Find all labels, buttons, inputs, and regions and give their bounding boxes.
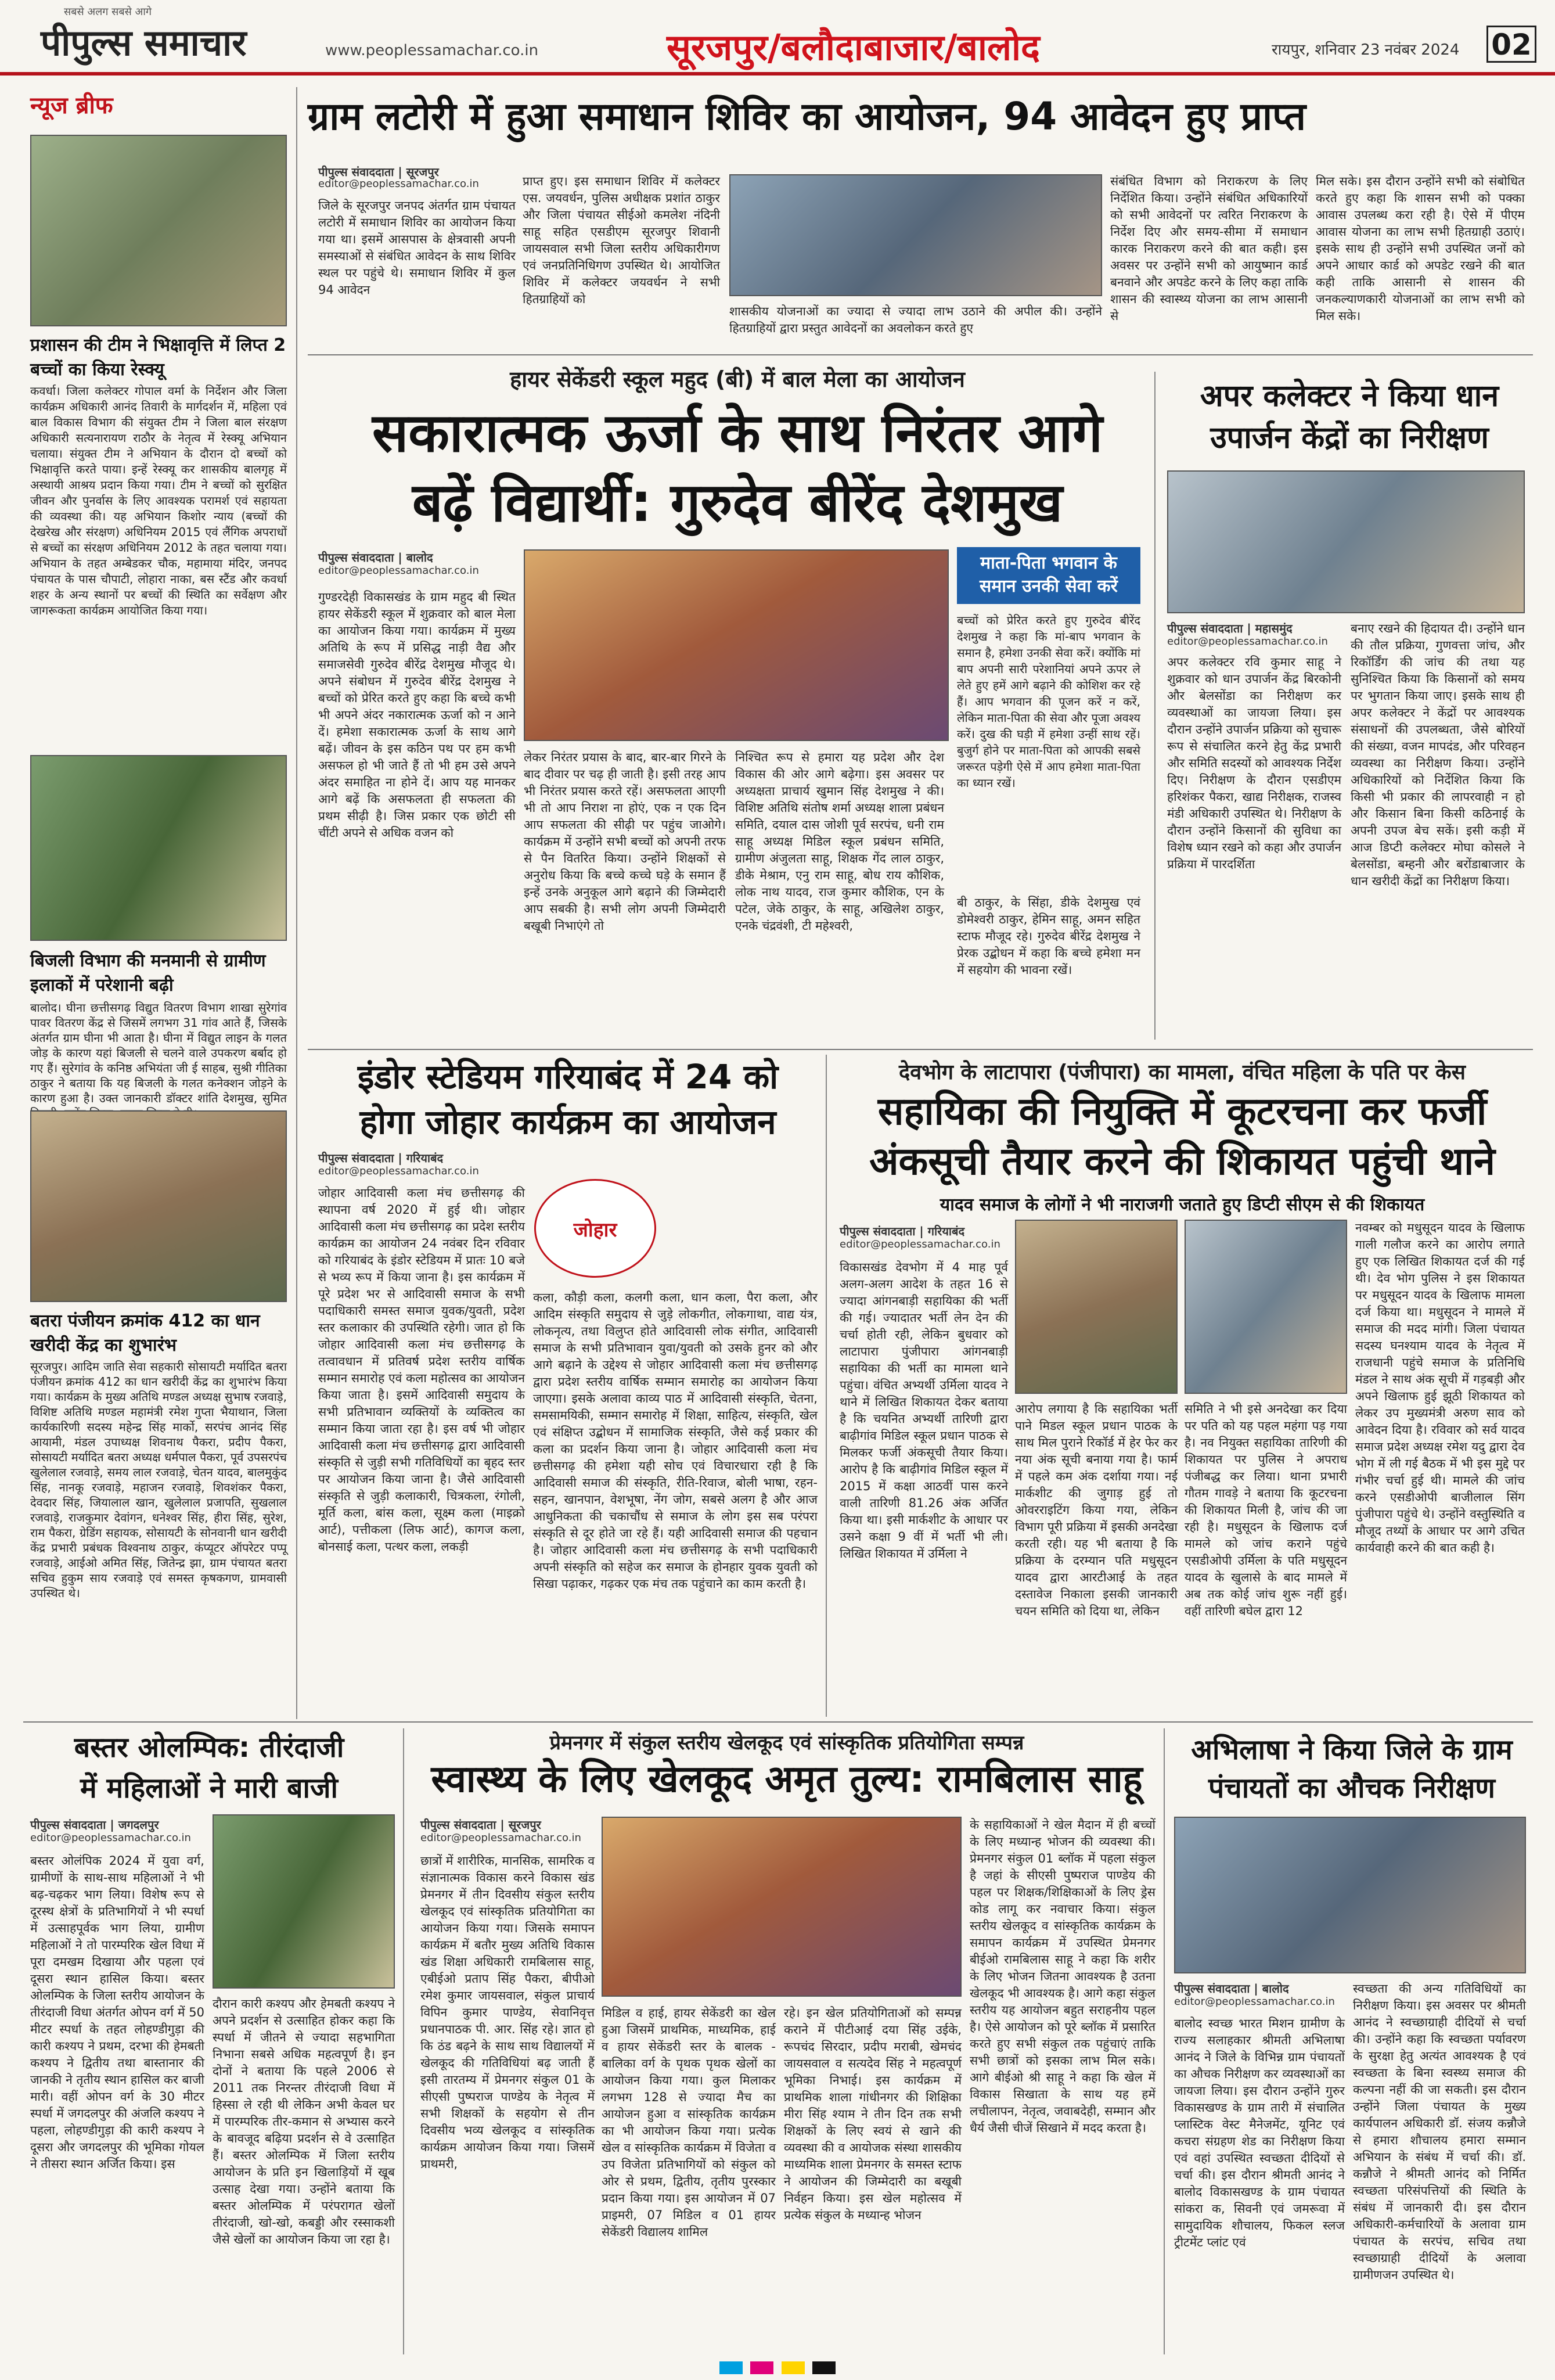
sidebar-label: न्यूज ब्रीफ — [30, 92, 113, 119]
byline-author: पीपुल्स संवाददाता — [318, 165, 394, 179]
sahayika-kicker: देवभोग के लाटापारा (पंजीपारा) का मामला, वंचित महिला के पति पर केस — [898, 1060, 1466, 1084]
archery-photo — [213, 1814, 395, 1989]
johar-headline-line1: इंडोर स्टेडियम गरियाबंद में 24 को — [357, 1057, 779, 1096]
article-column: संबंधित विभाग को निराकरण के लिए निर्देशित किया। उन्होंने संबंधित अधिकारियों को सभी आवेदनों पर त्वरित निराकरण के निर्देश दिए और समय-सीमा में समाधान कारक निराकरण करने की बात कही। इस अवसर पर उन्होंने सभी को आयुष्मान कार्ड बनवाने और अपडेट करने के लिए कहा ताकि शासन की स्वास्थ्य योजना का लाभ आसानी से — [1110, 174, 1308, 323]
pull-quote-title: माता-पिता भगवान के समान उनकी सेवा करें — [957, 547, 1140, 604]
brief-photo-rescue — [30, 135, 287, 326]
column-divider — [403, 1728, 404, 2354]
article-column: विकासखंड देवभोग में 4 माह पूर्व अलग-अलग आदेश के तहत 16 से ज्यादा आंगनबाड़ी सहायिका की भर्ती की गई। ज्यादातर भर्ती लेन देन की चर्चा होती रही, लेकिन बुधवार को लाटापारा पुंजीपारा आंगनबाड़ी सहायिका की भर्ती का मामला थाने पहुंचा। वंचित अभ्यर्थी उर्मिला यादव ने थाने में लिखित शिकायत देकर बताया है कि चयनित अभ्यर्थी तारिणी द्वारा बाढ़ीगांव मिडिल स्कूल प्रधान पाठक से मिलकर फर्जी अंकसूची तैयार किया। आरोप है कि बाढ़ीगांव मिडिल स्कूल में 2015 में कक्षा आठवीं पास करने वाली तारिणी 81.26 अंक अर्जित किया था। इसी मार्कशीट के आधार पर उसने कक्षा 9 वीं में भर्ती भी ली। लिखित शिकायत में उर्मिला ने — [840, 1260, 1008, 1561]
article-column: बी ठाकुर, के सिंहा, डीके देशमुख एवं डोमेश्वरी ठाकुर, हेमिन साहू, अमन सहित स्टाफ मौजूद रहे। गुरुदेव बीरेंद्र देशमुख ने प्रेरक उद्बोधन में कहा कि बच्चे हमेशा मन में सहयोग की भावना रखें। — [957, 896, 1140, 977]
article-column: मिडिल व हाई, हायर सेकेंडरी का खेल हुआ जिसमें प्राथमिक, माध्यमिक, हाई व हायर सेकेंडरी स्तर के बालक - बालिका वर्ग के पृथक पृथक खेलों का आयोजन किया गया। कुल मिलाकर लगभग 128 से ज्यादा मैच का आयोजन हुआ व सांस्कृतिक कार्यक्रम का भी आयोजन किया गया। प्रत्येक खेल व सांस्कृतिक कार्यक्रम में विजेता व उप विजेता प्रतिभागियों को संकुल को ओर से प्रथम, द्वितीय, तृतीय पुरस्कार प्रदान किया गया। इस आयोजन में 07 प्राइमरी, 07 मिडिल व 01 हायर सेकेंडरी विद्यालय शामिल — [602, 2006, 776, 2239]
article-column: प्राप्त हुए। इस समाधान शिविर में कलेक्टर एस. जयवर्धन, पुलिस अधीक्षक प्रशांत ठाकुर और जिला पंचायत सीईओ कमलेश नंदिनी साहू सहित एसडीएम सूरजपुर शिवानी जायसवाल सभी जिला स्तरीय अधिकारीगण एवं जनप्रतिनिधिगण उपस्थित थे। आयोजित शिविर में कलेक्टर जयवर्धन ने सभी हितग्राहियों को — [523, 174, 720, 306]
sahayika-photo-2 — [1185, 1220, 1347, 1394]
section-rule — [23, 1721, 1533, 1723]
edition-title: सूरजपुर/बलौदाबाजार/बालोद — [667, 26, 1040, 69]
black-swatch — [812, 2361, 836, 2374]
byline-location: बालोद — [1262, 1982, 1289, 1996]
article-column: गुण्डरदेही विकासखंड के ग्राम महुद बी स्थित हायर सेकेंडरी स्कूल में शुक्रवार को बाल मेला का आयोजन किया गया। कार्यक्रम में मुख्य अतिथि के रूप में प्रसिद्ध नाड़ी वैद्य और समाजसेवी गुरुदेव बीरेंद्र देशमुख मौजूद थे। अपने संबोधन में गुरुदेव बीरेंद्र देशमुख ने बच्चों को प्रेरित करते हुए कहा कि बच्चे कभी भी अपने अंदर नकारात्मक ऊर्जा को न आने दें। हमेशा सकारात्मक ऊर्जा के साथ आगे बढ़ें। जीवन के इस कठिन पथ पर हम कभी असफल हो भी जाते हैं तो भी हम उसे अपने अंदर समाहित ना होने दें। आप यह मानकर आगे बढ़ें कि असफलता ही सफलता की प्रथम सीढ़ी है। जिस प्रकार एक छोटी सी चींटी अपने से अधिक वजन को — [318, 590, 516, 840]
byline-location: गरियाबंद — [927, 1224, 965, 1238]
byline-email[interactable]: editor@peoplessamachar.co.in — [318, 178, 479, 190]
brief-headline: बिजली विभाग की मनमानी से ग्रामीण इलाकों में परेशानी बढ़ी — [30, 951, 266, 995]
byline: पीपुल्स संवाददाता | बालोद — [1174, 1982, 1289, 1996]
website-url[interactable]: www.peoplessamachar.co.in — [325, 42, 539, 59]
brief-body: बालोद। घीना छत्तीसगढ़ विद्युत वितरण विभाग शाखा सुरेगांव पावर वितरण केंद्र से जिसमें लगभग 31 गांव आते हैं, जिसके अंतर्गत ग्राम घीना भी आता है। घीना में विद्युत लाइन के गलत जोड़ के कारण यहां बिजली से चलने वाले उपकरण बर्बाद हो गए हैं। सुरेगांव के कनिष्ठ अभियंता जी ई साहब, सुश्री गीतिका ठाकुर ने बताया कि यह बिजली के गलत कनेक्शन जोड़ने के कारण हुआ है। उक्त जानकारी डॉक्टर शांति देशमुख, सुमित — [30, 1001, 287, 1105]
article-column: दौरान कारी कश्यप और हेमबती कश्यप ने अपने प्रदर्शन से उत्साहित होकर कहा कि स्पर्धा में जीतने से ज्यादा सहभागिता निभाना सबसे अधिक महत्वपूर्ण है। इन दोनों ने बताया कि पहले 2006 से 2011 तक निरन्तर तीरंदाजी विधा में हिस्सा ले रही थी लेकिन अभी केवल घर में पारम्परिक तीर-कमान से अभ्यास करने के बावजूद बढ़िया प्रदर्शन से वे उत्साहित हैं। बस्तर ओलम्पिक में जिला स्तरीय आयोजन के प्रति इन खिलाड़ियों में खूब उत्साह देखा गया। उन्होंने बताया कि बस्तर ओलम्पिक में परंपरागत खेलों तीरंदाजी, खो-खो, कबड्डी और रस्साकशी जैसे खेलों का आयोजन किया जा रहा है। — [213, 1997, 395, 2246]
byline-email[interactable]: editor@peoplessamachar.co.in — [1174, 1996, 1335, 2008]
yellow-swatch — [782, 2361, 805, 2374]
byline: पीपुल्स संवाददाता | सूरजपुर — [420, 1818, 541, 1832]
article-column: अपर कलेक्टर रवि कुमार साहू ने शुक्रवार को धान उपार्जन केंद्र बिरकोनी और बेलसोंडा का निरीक्षण कर व्यवस्थाओं का जायजा लिया। इस दौरान उन्होंने उपार्जन प्रक्रिया को सुचारू रूप से संचालित करने हेतु केंद्र प्रभारी और समिति सदस्यों को आवश्यक निर्देश दिए। निरीक्षण के दौरान एसडीएम हरिशंकर पैकरा, खाद्य निरीक्षक, राजस्व मंडी अधिकारी उपस्थित थे। निरीक्षण के दौरान उन्होंने किसानों की सुविधा का विशेष ध्यान रखने को कहा और उपार्जन प्रक्रिया में पारदर्शिता — [1167, 655, 1341, 871]
article-column: कला, कौड़ी कला, कलगी कला, धान कला, पैरा कला, और आदिम संस्कृति समुदाय से जुड़े लोकगीत, लोकगाथा, वाद्य यंत्र, लोकनृत्य, तथा विलुप्त होते आदिवासी लोक संगीत, आदिवासी समाज के सभी प्रतिभावान युवा/युवती को उसके हुनर को और आगे बढ़ाने के उद्देश्य से जोहार आदिवासी कला मंच छत्तीसगढ़ द्वारा प्रदेश स्तरीय वार्षिक सम्मान समारोह का आयोजन किया जाएगा। इसके अलावा काव्य पाठ में आदिवासी संस्कृति, चेतना, समसामयिकी, सम्मान समारोह में शिक्षा, साहित्य, संस्कृति, खेल एवं संक्षिप्त उद्बोधन में सामाजिक संस्कृति, जैसे कई प्रकार की कला का प्रदर्शन किया जाना है। जोहार आदिवासी कला मंच छत्तीसगढ़ की हमेशा यही सोच एवं विचारधारा रही है कि आदिवासी समाज की संस्कृति, रीति-रिवाज, बोली भाषा, रहन-सहन, खानपान, वेशभूषा, नेंग जोग, सबसे अलग है और आज आधुनिकता की चकाचौंध से समाज के लोग इस सब परंपरा संस्कृति से दूर होते जा रहे हैं। यही आदिवासी समाज की पहचान है। जोहार आदिवासी कला मंच छत्तीसगढ़ के सभी पदाधिकारी अपनी संस्कृति को सहेज कर समाज के होनहार युवक युवती को सिखा पढ़ाकर, गढ़कर एक मंच तक पहुंचाने का काम करती है। — [533, 1290, 818, 1591]
byline-author: पीपुल्स संवाददाता — [318, 1151, 394, 1165]
cyan-swatch — [719, 2361, 743, 2374]
masthead — [0, 0, 1555, 76]
byline: पीपुल्स संवाददाता | गरियाबंद — [840, 1224, 965, 1238]
right-story-headline: अपर कलेक्टर ने किया धान उपार्जन केंद्रों का निरीक्षण — [1200, 379, 1499, 455]
byline-email[interactable]: editor@peoplessamachar.co.in — [420, 1832, 581, 1844]
brief-photo-electricity — [30, 755, 287, 941]
column-divider — [826, 1055, 827, 1717]
article-column: आरोप लगाया है कि सहायिका भर्ती पाने मिडल स्कूल प्रधान पाठक के साथ मिल पुराने रिकॉर्ड में हेर फेर कर नया अंक सूची बनाया गया है। फार्म में पहले कम अंक दर्शाया गया। नई मार्कशीट की जुगाड़ हुई तो ओवरराइटिंग किया गया, लेकिन विभाग पूरी प्रक्रिया में इसकी अनदेखा करती रही। यह भी बताया है कि प्रक्रिया के दरम्यान पति मधुसूदन यादव द्वारा आरटीआई के तहत दस्तावेज निकाला इसकी जानकारी चयन समिति को दिया था, लेकिन — [1015, 1402, 1178, 1618]
newspaper-logo: पीपुल्स समाचार — [41, 21, 247, 64]
byline: पीपुल्स संवाददाता | बालोद — [318, 551, 433, 565]
byline-email[interactable]: editor@peoplessamachar.co.in — [30, 1832, 191, 1844]
sahayika-headline-line2: अंकसूची तैयार करने की शिकायत पहुंची थाने — [869, 1139, 1495, 1184]
byline-author: पीपुल्स संवाददाता — [318, 551, 394, 565]
article-column: के सहायिकाओं ने खेल मैदान में ही बच्चों के लिए मध्यान्ह भोजन की व्यवस्था की। प्रेमनगर संकुल 01 ब्लॉक में पहला संकुल है जहां के सीएसी पुष्पराज पाण्डेय की पहल पर शिक्षक/शिक्षिकाओं के लिए ड्रेस कोड लागू कर नवाचार किया। संकुल स्तरीय खेलकूद व सांस्कृतिक कार्यक्रम के समापन कार्यक्रम में उपस्थित प्रेमनगर बीईओ रामबिलास साहू ने कहा कि शरीर के लिए भोजन जितना आवश्यक है उतना खेलकूद भी आवश्यक है। आगे कहा संकुल स्तरीय यह आयोजन बहुत सराहनीय पहल है। ऐसे आयोजन को पूरे ब्लॉक में प्रसारित करते हुए सभी संकुल तक पहुंचाएं ताकि सभी छात्रों को इसका लाभ मिल सके। आगे बीईओ श्री साहू ने कहा कि खेल में विकास सिखाता के साथ यह हमें लचीलापन, नेतृत्व, जवाबदेही, सम्मान और धैर्य जैसी चीजें सिखाने में मदद करता है। — [970, 1818, 1156, 2135]
article-column: बनाए रखने की हिदायत दी। उन्होंने धान की तौल प्रक्रिया, गुणवत्ता जांच, और रिकॉर्डिंग की जांच की तथा यह सुनिश्चित किया कि किसानों को समय पर भुगतान किया जाए। इसके साथ ही अपर कलेक्टर ने केंद्रों पर आवश्यक संसाधनों की उपलब्धता, जैसे बोरियों की संख्या, वजन मापदंड, और परिवहन व्यवस्था का निरीक्षण किया। उन्होंने अधिकारियों को निर्देशित किया कि किसी भी प्रकार की लापरवाही न हो और किसान बिना किसी कठिनाई के अपनी उपज बेच सकें। इसी कड़ी में आज डिप्टी कलेक्टर मोघा कोसले ने बेलसोंडा, बम्हनी और बरोंडाबाजार के धान खरीदी केंद्रों का निरीक्षण किया। — [1351, 621, 1525, 888]
byline-author: पीपुल्स संवाददाता — [30, 1818, 106, 1832]
sports-kicker: प्रेमनगर में संकुल स्तरीय खेलकूद एवं सांस्कृतिक प्रतियोगिता सम्पन्न — [549, 1731, 1024, 1755]
pull-quote-body: बच्चों को प्रेरित करते हुए गुरुदेव बीरेंद देशमुख ने कहा कि मां-बाप भगवान के समान है, हमेशा उनकी सेवा करें। क्योंकि मां बाप अपनी सारी परेशानियां अपने ऊपर ले लेते हुए हमें आगे बढ़ाने की कोशिश कर रहे हैं। आप भगवान की पूजन करें न करें, लेकिन माता-पिता की सेवा और पूजा अवश्य करें। दुख की घड़ी में हमेशा उन्हीं साथ रहें। बुजुर्ग होने पर माता-पिता को आपकी सबसे जरूरत पड़ेगी ऐसे में आप हमेशा माता-पिता का ध्यान रखें। — [957, 613, 1140, 790]
byline-location: बालोद — [406, 551, 433, 565]
sports-photo — [602, 1817, 962, 1997]
abhilasha-headline: अभिलाषा ने किया जिले के ग्राम पंचायतों का औचक निरीक्षण — [1191, 1734, 1513, 1804]
article-column: शासकीय योजनाओं का ज्यादा से ज्यादा लाभ उठाने की अपील की। उन्होंने हितग्राहियों द्वारा प्रस्तुत आवेदनों का अवलोकन करते हुए — [729, 304, 1102, 335]
byline: पीपुल्स संवाददाता | गरियाबंद — [318, 1151, 444, 1165]
johar-headline-line2: होगा जोहार कार्यक्रम का आयोजन — [359, 1102, 776, 1142]
bastar-headline-line2: में महिलाओं ने मारी बाजी — [80, 1772, 338, 1804]
byline-author: पीपुल्स संवाददाता — [840, 1224, 916, 1238]
byline-location: सूरजपुर — [406, 165, 439, 179]
byline-location: महासमुंद — [1255, 621, 1293, 635]
brief-body: कवर्धा। जिला कलेक्टर गोपाल वर्मा के निर्देशन और जिला कार्यक्रम अधिकारी आनंद तिवारी के मार्गदर्शन में, महिला एवं बाल विकास विभाग की संयुक्त टीम ने जिला बाल संरक्षण अधिकारी सत्यनारायण राठौर के नेतृत्व में रेस्क्यू अभियान चलाया। संयुक्त टीम ने अभियान के दौरान दो बच्चों को भिक्षावृत्ति करते पाया। इन्हें रेस्क्यू कर शासकीय बालगृह में अस्थायी आश्रय प्रदान किया गया। टीम ने बच्चों को सुरक्षित जीवन और पुनर्वास के लिए आवश्यक परामर्श एवं सहायता की व्यवस्था की। यह अभियान किशोर न्याय (बच्चों की देखरेख और संरक्षण) अधिनियम 2015 एवं लैंगिक अपराधों से बच्चों का संरक्षण अधिनियम 2012 के तहत चलाया गया। अभियान के तहत अम्बेडकर चौक, महामाया मंदिर, जनपद पंचायत के पास चौपाटी, लोहारा नाका, बस स्टैंड और कवर्धा शहर के अन्य स्थानों पर बच्चों की स्थिति का सर्वेक्षण और जागरूकता कार्यक्रम आयोजित किया गया। — [30, 384, 287, 617]
section-rule — [308, 1049, 1533, 1050]
article-column: मिल सके। इस दौरान उन्होंने सभी को संबोधित करते हुए कहा कि शासन सभी को पक्का आवास उपलब्ध करा रही है। ऐसे में पीएम आवास योजना का लाभ सभी हितग्राही उठाएं। इसके साथ ही उन्होंने सभी उपस्थित जनों को अपने आधार कार्ड को अपडेट रखने की बात कही ताकि आसानी से शासन की जनकल्याणकारी योजनाओं का लाभ सभी को मिल सके। — [1316, 174, 1525, 323]
bastar-headline-line1: बस्तर ओलम्पिक: तीरंदाजी — [74, 1731, 344, 1764]
byline: पीपुल्स संवाददाता | सूरजपुर — [318, 165, 439, 179]
byline-email[interactable]: editor@peoplessamachar.co.in — [1167, 635, 1328, 648]
abhilasha-photo — [1174, 1817, 1526, 1973]
magenta-swatch — [750, 2361, 773, 2374]
right-story-photo — [1167, 470, 1525, 613]
article-column: नवम्बर को मधुसूदन यादव के खिलाफ गाली गलौज करने का आरोप लगाते हुए एक लिखित शिकायत दर्ज की गई थी। देव भोग पुलिस ने इस शिकायत पर मधुसूदन यादव के खिलाफ मामला दर्ज किया था। मधुसूदन ने मामले में समाज की मदद मांगी। जिला पंचायत सदस्य घनश्याम यादव के नेतृत्व में राजधानी पहुंचे समाज के प्रतिनिधि मंडल ने साथ अंक सूची में गड़बड़ी और अपने खिलाफ हुई झूठी शिकायत को लेकर उप मुख्यमंत्री अरुण साव को आवेदन दिया है। रविवार को सर्व यादव समाज प्रदेश अध्यक्ष रमेश यदु द्वारा देव भोग में ली गई बैठक में भी इस मुद्दे पर गंभीर चर्चा हुई थी। मामले की जांच करने एसडीओपी बाजीलाल सिंग पुंजीपारा पहुंचे थे। उन्होंने वस्तुस्थिति व मौजूद तथ्यों के आधार पर आगे उचित कार्यवाही करने की बात कही है। — [1355, 1221, 1525, 1555]
lead-headline-line1: सकारात्मक ऊर्जा के साथ निरंतर आगे — [372, 402, 1103, 464]
article-column: निश्चित रूप से हमारा यह प्रदेश और देश विकास की ओर आगे बढ़ेगा। इस अवसर पर अध्यक्षता प्राचार्य खुमान सिंह देशमुख ने की। विशिष्ट अतिथि संतोष शर्मा अध्यक्ष शाला प्रबंधन समिति, दयाल दास जोशी पूर्व सरपंच, धनी राम साहू अध्यक्ष मिडिल स्कूल प्रबंधन समिति, ग्रामीण अंजुलता साहू, शिक्षक गेंद लाल ठाकुर, डीके मेश्राम, एनु राम साहू, बोध राय कौशिक, लोक नाथ यादव, राज कुमार कौशिक, एन के पटेल, जेके ठाकुर, के साहू, अखिलेश ठाकुर, एनके चंद्रवंशी, टी महेश्वरी, — [735, 750, 944, 933]
top-story-photo — [729, 174, 1102, 296]
byline-email[interactable]: editor@peoplessamachar.co.in — [318, 565, 479, 577]
brief-headline: प्रशासन की टीम ने भिक्षावृत्ति में लिप्त 2 बच्चों का किया रेस्क्यू — [30, 335, 286, 380]
brief-photo-paddy — [30, 1110, 287, 1302]
brief-headline: बतरा पंजीयन क्रमांक 412 का धान खरीदी केंद्र का शुभारंभ — [30, 1311, 260, 1356]
article-column: जिले के सूरजपुर जनपद अंतर्गत ग्राम पंचायत लटोरी में समाधान शिविर का आयोजन किया गया था। इसमें आसपास के क्षेत्रवासी अपनी समस्याओं से संबंधित आवेदन के साथ शिविर स्थल पर पहुंचे थे। समाधान शिविर में कुल 94 आवेदन — [318, 199, 516, 297]
sports-headline: स्वास्थ्य के लिए खेलकूद अमृत तुल्य: रामबिलास साहू — [431, 1758, 1143, 1801]
article-column: जोहार आदिवासी कला मंच छत्तीसगढ़ की स्थापना वर्ष 2020 में हुई थी। जोहार आदिवासी कला मंच छत्तीसगढ़ का प्रदेश स्तरीय कार्यक्रम का आयोजन 24 नवंबर दिन रविवार को गरियाबंद के इंडोर स्टेडियम में प्रातः 10 बजे से भव्य रूप में किया जाना है। इस कार्यक्रम में पूरे प्रदेश भर से आदिवासी समाज के सभी पदाधिकारी समस्त समाज युवक/युवती, प्रदेश स्तर कलाकार की उपस्थिति रहेगी। जात हो कि जोहार आदिवासी कला मंच छत्तीसगढ़ के तत्वावधान में प्रतिवर्ष प्रदेश स्तरीय वार्षिक सम्मान समारोह एवं कला महोत्सव का आयोजन किया जाता है। इसमें आदिवासी समुदाय के सभी प्रतिभावान व्यक्तियों के व्यक्तित्व का सम्मान किया जाता रहा है। इस वर्ष भी जोहार आदिवासी कला मंच छत्तीसगढ़ द्वारा आदिवासी संस्कृति से जुड़ी सभी गतिविधियों का बृहद स्तर पर आयोजन किया जाना है। जैसे आदिवासी संस्कृति से जुड़ी कलाकारी, चित्रकला, रंगोली, मूर्ति कला, बांस कला, सूक्ष्म कला (माइक्रो आर्ट), पत्तीकला (लिफ आर्ट), कागज कला, बोनसाई कला, पत्थर कला, लकड़ी — [318, 1186, 525, 1554]
column-divider — [1154, 372, 1156, 1040]
byline: पीपुल्स संवाददाता | जगदलपुर — [30, 1818, 159, 1832]
brief-body: सूरजपुर। आदिम जाति सेवा सहकारी सोसायटी मर्यादित बतरा पंजीयन क्रमांक 412 का धान खरीदी केंद्र का शुभारंभ किया गया। कार्यक्रम के मुख्य अतिथि मण्डल अध्यक्ष सुभाष रजवाड़े, विशिष्ट अतिथि मण्डल महामंत्री रमेश गुप्ता भैयाथान, जिला कार्यकारिणी सदस्य महेन्द्र सिंह मार्को, सरपंच आनंद सिंह आयामी, मंडल उपाध्यक्ष शिवनाथ पैकरा, प्रदीप पैकरा, सोसायटी मर्यादित बतरा अध्यक्ष धर्मपाल पैकरा, पूर्व उपसरपंच खुलेलाल रजवाड़े, समय लाल रजवाड़े, चेतन यादव, बालमुकुंद सिंह, नानकू रजवाड़े, महाजन रजवाड़े, शिवशंकर पैकरा, देवदार सिंह, जियालाल खान, खुलेलाल प्रजापति, सुखलाल रजवाड़े, राजकुमार देवांगन, धनेश्वर सिंह, हीरा सिंह, सुरेश, राम पैकरा, ग्रेडिंग सहायक, सोसायटी के सोनवानी धान खरीदी केंद्र प्रभारी प्रबंधक विश्वनाथ ठाकुर, कंप्यूटर ऑपरेटर पप्पू रजवाड़े, आईओ अमित सिंह, जितेन्द्र झा, ग्राम पंचायत बतरा सचिव हुकुम साय रजवाड़े एवं समस्त कृषकगण, ग्रामवासी उपस्थित थे। — [30, 1360, 287, 1600]
article-column: लेकर निरंतर प्रयास के बाद, बार-बार गिरने के बाद दीवार पर चढ़ ही जाती है। इसी तरह आप भी निरंतर प्रयास करते रहें। असफलता आएगी भी तो आप निराश ना होएं, एक न एक दिन आप सफलता की सीढ़ी पर पहुंच जाओगे। कार्यक्रम में उन्होंने सभी बच्चों को अपनी तरफ से पैन वितरित किया। उन्होंने शिक्षकों से अनुरोध किया कि बच्चे कच्चे घड़े के समान हैं इन्हें उनके अनुकूल आगे बढ़ाने की जिम्मेदारी आप सबकी है। सभी लोग अपनी जिम्मेदारी बखूबी निभाएंगे तो — [524, 750, 726, 933]
section-rule — [308, 354, 1533, 355]
article-column: बालोद स्वच्छ भारत मिशन ग्रामीण के राज्य सलाहकार श्रीमती अभिलाषा आनंद ने जिले के विभिन्न ग्राम पंचायतों का औचक निरीक्षण कर व्यवस्थाओं का जायजा लिया। इस दौरान उन्होंने गुरुर विकासखण्ड के ग्राम तारी में संचालित प्लास्टिक वेस्ट मैनेजमेंट, यूनिट एवं कचरा संग्रहण शेड का निरीक्षण किया एवं वहां उपस्थित स्वच्छता दीदियों से चर्चा की। इस दौरान श्रीमती आनंद ने बालोद विकासखण्ड के ग्राम पंचायत सांकरा क, सिवनी एवं जमरूवा में सामुदायिक शौचालय, फिकल स्लज ट्रीटमेंट प्लांट एवं — [1174, 2016, 1345, 2249]
byline-email[interactable]: editor@peoplessamachar.co.in — [318, 1165, 479, 1177]
byline-author: पीपुल्स संवाददाता — [1174, 1982, 1250, 1996]
byline-author: पीपुल्स संवाददाता — [1167, 621, 1243, 635]
lead-kicker: हायर सेकेंडरी स्कूल महुद (बी) में बाल मेला का आयोजन — [510, 366, 965, 392]
sidebar-divider — [296, 87, 297, 1719]
article-column: स्वच्छता की अन्य गतिविधियों का निरीक्षण किया। इस अवसर पर श्रीमती आनंद ने स्वच्छाग्राही दीदियों से चर्चा की। उन्होंने कहा कि स्वच्छता पर्यावरण के सुरक्षा हेतु अत्यंत आवश्यक है एवं स्वच्छता के बिना स्वस्थ्य समाज की कल्पना नहीं की जा सकती। इस दौरान उन्होंने जिला पंचायत के मुख्य कार्यपालन अधिकारी डॉ. संजय कन्नौजे से हमारा शौचालय हमारा सम्मान अभियान के संबंध में चर्चा की। डॉ. कन्नौजे ने श्रीमती आनंद को निर्मित स्वच्छता परिसंपत्तियों की स्थिति के संबंध में जानकारी दी। इस दौरान अधिकारी-कर्मचारियों के अलावा ग्राम पंचायत के सरपंच, सचिव तथा स्वच्छाग्राही दीदियों के अलावा ग्रामीणजन उपस्थित थे। — [1353, 1982, 1526, 2282]
print-registration-strip — [0, 2358, 1555, 2378]
sahayika-subhead: यादव समाज के लोगों ने भी नाराजगी जताते हुए डिप्टी सीएम से की शिकायत — [940, 1195, 1425, 1215]
byline-location: गरियाबंद — [406, 1151, 444, 1165]
byline: पीपुल्स संवाददाता | महासमुंद — [1167, 621, 1293, 635]
byline-location: जगदलपुर — [118, 1818, 159, 1832]
article-column: समिति ने भी इसे अनदेखा कर दिया पर पति को यह पहल महंगा पड़ गया है। नव नियुक्त सहायिका तारिणी की शिकायत पर पुलिस ने अपराध पंजीबद्ध कर लिया। थाना प्रभारी गौतम गावड़े ने बताया कि कूटरचना की शिकायत मिली है, जांच की जा रही है। मधुसूदन के खिलाफ दर्ज मामले को जांच कराने पहुंचे एसडीओपी उर्मिला के पति मधुसूदन यादव के खुलासे के बाद मामले में अब तक कोई जांच शुरू नहीं हुई। वहीं तारिणी बघेल द्वारा 12 — [1185, 1402, 1347, 1618]
article-column: छात्रों में शारीरिक, मानसिक, सामरिक व संज्ञानात्मक विकास करने विकास खंड प्रेमनगर में तीन दिवसीय संकुल स्तरीय खेलकूद एवं सांस्कृतिक प्रतियोगिता का आयोजन किया गया। जिसके समापन कार्यक्रम में बतौर मुख्य अतिथि विकास खंड शिक्षा अधिकारी रामबिलास साहू, एबीईओ प्रताप सिंह पैकरा, बीपीओ रमेश कुमार जायसवाल, संकुल प्राचार्य विपिन कुमार पाण्डेय, सेवानिवृत्त प्रधानपाठक पी. आर. सिंह रहे। ज्ञात हो कि ठंड बढ़ने के साथ साथ विद्यालयों में खेलकूद की गतिविधियां बढ़ जाती हैं इसी तारतम्य में प्रेमनगर संकुल 01 के सीएसी पुष्पराज पाण्डेय के नेतृत्व में सभी शिक्षकों के सहयोग से तीन दिवसीय भव्य खेलकूद व सांस्कृतिक कार्यक्रम आयोजन किया गया। जिसमें प्राथमरी, — [420, 1854, 595, 2171]
byline-author: पीपुल्स संवाददाता — [420, 1818, 496, 1832]
page-number: 02 — [1486, 26, 1536, 63]
column-divider — [1164, 1728, 1165, 2354]
top-story-headline: ग्राम लटोरी में हुआ समाधान शिविर का आयोजन, 94 आवेदन हुए प्राप्त — [308, 94, 1306, 139]
lead-headline-line2: बढ़ें विद्यार्थी: गुरुदेव बीरेंद देशमुख — [412, 472, 1063, 534]
sahayika-photo-1 — [1015, 1220, 1178, 1394]
dateline: रायपुर, शनिवार 23 नवंबर 2024 — [1272, 41, 1460, 59]
lead-photo — [524, 549, 949, 741]
johar-logo: जोहार — [534, 1179, 656, 1278]
sahayika-headline-line1: सहायिका की नियुक्ति में कूटरचना कर फर्जी — [877, 1089, 1487, 1134]
logo-tagline: सबसे अलग सबसे आगे — [64, 6, 152, 18]
byline-email[interactable]: editor@peoplessamachar.co.in — [840, 1238, 1000, 1250]
article-column: रहे। इन खेल प्रतियोगिताओं को सम्पन्न कराने में पीटीआई दया सिंह उईके, रूपचंद सिरदार, प्रदीप मराबी, खेमचंद जायसवाल व सत्यदेव सिंह ने महत्वपूर्ण भूमिका निभाई। इस कार्यक्रम में प्राथमिक शाला गांधीनगर की शिक्षिका मीरा सिंह श्याम ने तीन दिन तक सभी शिक्षकों के लिए स्वयं से खाने की व्यवस्था की व आयोजक संस्था शासकीय माध्यमिक शाला प्रेमनगर के समस्त स्टाफ ने आयोजन की जिम्मेदारी का बखूबी निर्वहन किया। इस खेल महोत्सव में प्रत्येक संकुल के मध्यान्ह भोजन — [784, 2006, 962, 2222]
article-column: बस्तर ओलंपिक 2024 में युवा वर्ग, ग्रामीणों के साथ-साथ महिलाओं ने भी बढ़-चढ़कर भाग लिया। विशेष रूप से दूरस्थ क्षेत्रों के प्रतिभागियों ने भी स्पर्धा में उत्साहपूर्वक भाग लिया, ग्रामीण महिलाओं ने तो पारम्परिक खेल विधा में पूरा दमखम दिखाया और पहला एवं दूसरा स्थान हासिल किया। बस्तर ओलम्पिक के जिला स्तरीय आयोजन के तीरंदाजी विधा अंतर्गत ओपन वर्ग में 50 मीटर स्पर्धा के तहत लोहण्डीगुड़ा की कारी कश्यप ने प्रथम, दरभा की हेमबती कश्यप ने द्वितीय तथा बास्तानार की जानकी ने तृतीय स्थान हासिल कर बाजी मारी। वहीं ओपन वर्ग के 30 मीटर स्पर्धा में जगदलपुर की अंजलि कश्यप ने पहला, लोहण्डीगुड़ा की कारी कश्यप ने दूसरा और जगदलपुर की भूमिका गोयल ने तीसरा स्थान अर्जित किया। इस — [30, 1854, 204, 2171]
byline-location: सूरजपुर — [508, 1818, 541, 1832]
